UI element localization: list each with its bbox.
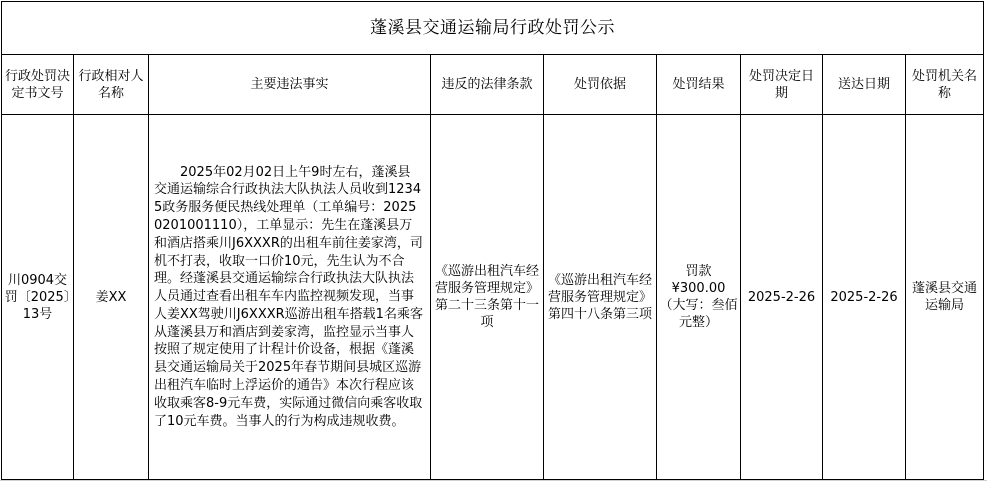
cell-agency: 蓬溪县交通运输局 [906, 115, 984, 480]
penalty-table [1, 1, 984, 480]
facts-text: 2025年02月02日上午9时左右，蓬溪县交通运输综合行政执法大队执法人员收到12345政务服务便民热线处理单（工单编号：20250201001110），工单显示：先生在蓬溪县万和酒店搭乘川J6XXXR的出租车前往姜家湾，司机不打表，收取一口价10元，先生认为不合理。经蓬溪县交通运输综合行政执法大队执法人员通过查看出租车车内监控视频发现，当事人姜XX驾驶川J6XXXR巡游出租车搭载1名乘客从蓬溪县万和酒店到姜家湾，监控显示当事人按照了规定使用了计程计价设备，根据《蓬溪县交通运输局关于2025年春节期间县城区巡游出租汽车临时上浮运价的通告》本次行程应该收取乘客8-9元车费，实际通过微信向乘客收取了10元车费。当事人的行为构成违规收费。 [154, 164, 423, 429]
sheet-divider [0, 480, 987, 481]
header-decision-date: 处罚决定日期 [741, 55, 823, 115]
cell-law: 《巡游出租汽车经营服务管理规定》第二十三条第十一项 [431, 115, 544, 480]
header-facts: 主要违法事实 [149, 55, 431, 115]
header-row [2, 55, 984, 115]
header-delivery-date: 送达日期 [823, 55, 906, 115]
header-law: 违反的法律条款 [431, 55, 544, 115]
cell-doc-no: 川0904交罚〔2025〕13号 [2, 115, 74, 480]
page-title: 蓬溪县交通运输局行政处罚公示 [2, 2, 984, 55]
table-row [2, 115, 984, 480]
cell-party: 姜XX [74, 115, 149, 480]
header-result: 处罚结果 [657, 55, 741, 115]
cell-result: 罚款¥300.00（大写：叁佰元整） [657, 115, 741, 480]
header-doc-no: 行政处罚决定书文号 [2, 55, 74, 115]
cell-delivery-date: 2025-2-26 [823, 115, 906, 480]
header-party: 行政相对人名称 [74, 55, 149, 115]
header-agency: 处罚机关名称 [906, 55, 984, 115]
cell-decision-date: 2025-2-26 [741, 115, 823, 480]
header-basis: 处罚依据 [544, 55, 657, 115]
cell-basis: 《巡游出租汽车经营服务管理规定》第四十八条第三项 [544, 115, 657, 480]
cell-facts [149, 115, 431, 480]
